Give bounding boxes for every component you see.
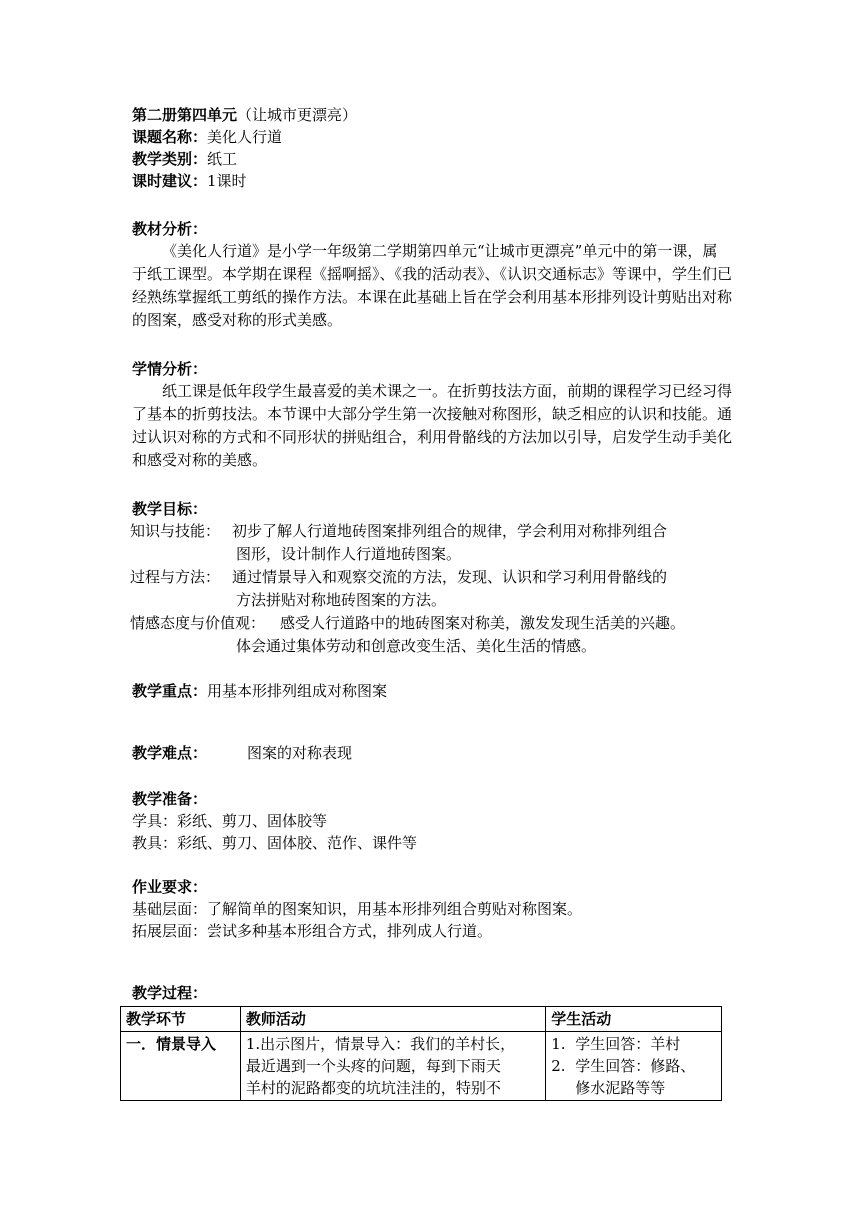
goals-title: 教学目标：: [132, 500, 208, 518]
difficulty-line: [132, 742, 732, 764]
list-item: 2. 学生回答：修路、: [551, 1057, 696, 1075]
students-text: 纸工课是低年段学生最喜爱的美术课之一。在折剪技法方面，前期的课程学习已经习得了基本的折剪技法。本节课中大部分学生第一次接触对称图形，缺乏相应的认识和技能。通过认识对称的方式和不同形状的拼贴组合，利用骨骼线的方法加以引导，启发学生动手美化和感受对称的美感。: [132, 382, 733, 469]
topic-line: [132, 126, 732, 148]
prep-teacher: 教具：彩纸、剪刀、固体胶、范作、课件等: [132, 834, 418, 852]
focus-label: 教学重点：: [132, 682, 208, 700]
type-value: 纸工: [207, 150, 238, 168]
goal-knowledge: [132, 520, 732, 566]
teacher-line: 最近遇到一个头疼的问题，每到下雨天: [245, 1057, 501, 1075]
difficulty-value: 图案的对称表现: [247, 744, 353, 762]
goal-emotion: [132, 612, 732, 658]
unit-title: 第二册第四单元: [132, 106, 238, 124]
goal-line: 初步了解人行道地砖图案排列组合的规律，学会利用对称排列组合: [232, 522, 668, 540]
teacher-cell: [240, 1032, 545, 1101]
unit-subtitle: （让城市更漂亮）: [237, 106, 358, 124]
homework-title: 作业要求：: [132, 878, 208, 896]
list-item: 修水泥路等等: [575, 1079, 666, 1097]
analysis-title: 教材分析：: [132, 220, 208, 238]
students-title: 学情分析：: [132, 360, 208, 378]
goal-line: 感受人行道路中的地砖图案对称美，激发发现生活美的兴趣。: [280, 614, 686, 632]
list-item: 1. 学生回答：羊村: [551, 1035, 681, 1053]
process-table: [120, 1006, 722, 1101]
type-line: [132, 148, 732, 170]
type-label: 教学类别：: [132, 150, 208, 168]
prep-students: 学具：彩纸、剪刀、固体胶等: [132, 812, 328, 830]
goal-process: [132, 566, 732, 612]
teacher-line: 1.出示图片，情景导入：我们的羊村长，: [245, 1035, 516, 1053]
difficulty-label: 教学难点：: [132, 744, 208, 762]
document-body: [132, 104, 732, 1004]
analysis-text: 《美化人行道》是小学一年级第二学期第四单元“让城市更漂亮”单元中的第一课，属于纸工课型。本学期在课程《摇啊摇》、《我的活动表》、《认识交通标志》等课中，学生们已经熟练掌握纸工剪纸的操作方法。本课在此基础上旨在学会利用基本形排列设计剪贴出对称的图案，感受对称的形式美感。: [132, 242, 733, 329]
header-teacher: 教师活动: [240, 1007, 545, 1032]
homework-extend: 拓展层面：尝试多种基本形组合方式，排列成人行道。: [132, 922, 493, 940]
focus-value: 用基本形排列组成对称图案: [207, 682, 388, 700]
unit-line: [132, 104, 732, 126]
header-stage: 教学环节: [121, 1007, 241, 1032]
goal-line: 图形，设计制作人行道地砖图案。: [236, 545, 462, 563]
goal-label: 过程与方法：: [130, 568, 221, 586]
goal-label: 知识与技能：: [130, 522, 221, 540]
focus-line: [132, 680, 732, 702]
process-title: 教学过程：: [132, 984, 208, 1002]
goal-line: 方法拼贴对称地砖图案的方法。: [236, 591, 447, 609]
table-header-row: [121, 1007, 722, 1032]
hours-line: [132, 170, 732, 192]
student-cell: [546, 1032, 722, 1101]
teacher-line: 羊村的泥路都变的坑坑洼洼的，特别不: [245, 1079, 501, 1097]
prep-title: 教学准备：: [132, 790, 208, 808]
stage-cell: 一．情景导入: [121, 1032, 241, 1101]
hours-label: 课时建议：: [132, 172, 208, 190]
goal-label: 情感态度与价值观：: [130, 614, 266, 632]
header-student: 学生活动: [546, 1007, 722, 1032]
hours-value: 1课时: [207, 172, 247, 190]
goal-line: 通过情景导入和观察交流的方法，发现、认识和学习利用骨骼线的: [232, 568, 668, 586]
topic-label: 课题名称：: [132, 128, 208, 146]
homework-basic: 基础层面：了解简单的图案知识，用基本形排列组合剪贴对称图案。: [132, 900, 583, 918]
topic-value: 美化人行道: [207, 128, 283, 146]
table-row: [121, 1032, 722, 1101]
goal-line: 体会通过集体劳动和创意改变生活、美化生活的情感。: [236, 637, 597, 655]
